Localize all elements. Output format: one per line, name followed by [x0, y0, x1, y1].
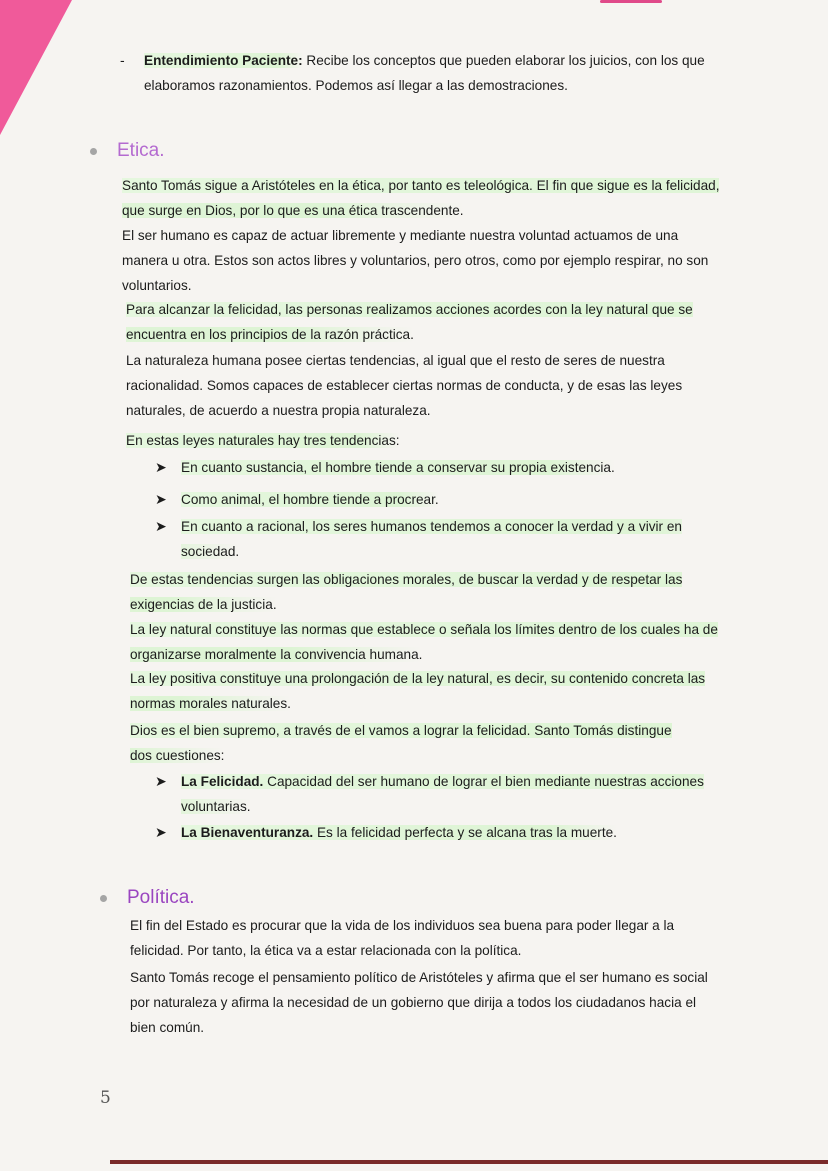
bottom-edge-line	[110, 1160, 828, 1164]
etica-paragraph-8: La ley positiva constituye una prolongación de la ley natural, es decir, su contenido concreta las normas morales naturales.	[130, 671, 706, 711]
tendency-2-text: Como animal, el hombre tiende a procrear.	[181, 492, 439, 507]
bullet-icon	[100, 895, 107, 902]
dash-marker: -	[120, 52, 125, 68]
definition-bienaventuranza	[155, 820, 715, 845]
politica-heading	[100, 887, 195, 909]
arrow-bullet-icon: ➤	[155, 459, 167, 475]
top-item-term: Entendimiento Paciente:	[144, 53, 303, 68]
top-item-body: Recibe los conceptos que pueden elaborar los juicios, con los que elaboramos razonamientos. Podemos así llegar a las demostraciones.	[144, 53, 705, 93]
bullet-icon	[90, 148, 97, 155]
etica-paragraph-5: En estas leyes naturales hay tres tendencias:	[126, 433, 400, 448]
page-number: 5	[100, 1088, 111, 1108]
arrow-bullet-icon: ➤	[155, 518, 167, 534]
top-item-text	[144, 48, 730, 98]
etica-paragraph-4: La naturaleza humana posee ciertas tendencias, al igual que el resto de seres de nuestra racionalidad. Somos capaces de establecer ciertas normas de conducta, y de esas las leyes naturales, de acuerdo a nuestra propia naturaleza.	[126, 353, 683, 418]
arrow-bullet-icon: ➤	[155, 491, 167, 507]
etica-paragraph-7: La ley natural constituye las normas que establece o señala los límites dentro de los cuales ha de organizarse moralmente la convivencia humana.	[130, 622, 718, 662]
bienaventuranza-text: La Bienaventuranza. Es la felicidad perfecta y se alcana tras la muerte.	[181, 825, 617, 840]
etica-heading	[90, 140, 165, 162]
bienaventuranza-term: La Bienaventuranza.	[181, 825, 314, 840]
etica-title: Etica.	[117, 140, 165, 161]
pink-corner-decoration	[0, 0, 72, 135]
politica-title: Política.	[127, 887, 195, 908]
arrow-bullet-icon: ➤	[155, 773, 167, 789]
top-list-item	[120, 48, 730, 98]
felicidad-term: La Felicidad.	[181, 774, 264, 789]
pink-top-mark	[600, 0, 662, 3]
tendency-1-text: En cuanto sustancia, el hombre tiende a conservar su propia existencia.	[181, 460, 615, 475]
definition-felicidad	[155, 769, 705, 819]
tendency-3-text: En cuanto a racional, los seres humanos tendemos a conocer la verdad y a vivir en sociedad.	[181, 519, 682, 559]
arrow-bullet-icon: ➤	[155, 824, 167, 840]
felicidad-text: La Felicidad. Capacidad del ser humano de lograr el bien mediante nuestras acciones voluntarias.	[181, 774, 704, 814]
etica-paragraph-2: El ser humano es capaz de actuar libremente y mediante nuestra voluntad actuamos de una manera u otra. Estos son actos libres y voluntarios, pero otros, como por ejemplo respirar, no son voluntarios.	[122, 228, 709, 293]
tendency-item-2	[155, 487, 715, 512]
etica-paragraph-1: Santo Tomás sigue a Aristóteles en la ética, por tanto es teleológica. El fin que sigue es la felicidad, que surge en Dios, por lo que es una ética trascendente.	[122, 178, 720, 218]
etica-paragraph-6: De estas tendencias surgen las obligaciones morales, de buscar la verdad y de respetar las exigencias de la justicia.	[130, 572, 683, 612]
tendency-item-3	[155, 514, 710, 564]
etica-paragraph-9: Dios es el bien supremo, a través de el vamos a lograr la felicidad. Santo Tomás distingue dos cuestiones:	[130, 723, 672, 763]
tendency-item-1	[155, 455, 715, 480]
etica-paragraph-3: Para alcanzar la felicidad, las personas realizamos acciones acordes con la ley natural que se encuentra en los principios de la razón práctica.	[126, 302, 693, 342]
politica-paragraph-1: El fin del Estado es procurar que la vida de los individuos sea buena para poder llegar a la felicidad. Por tanto, la ética va a estar relacionada con la política.	[130, 918, 675, 958]
politica-paragraph-2: Santo Tomás recoge el pensamiento político de Aristóteles y afirma que el ser humano es social por naturaleza y afirma la necesidad de un gobierno que dirija a todos los ciudadanos hacia el bien común.	[130, 970, 708, 1035]
